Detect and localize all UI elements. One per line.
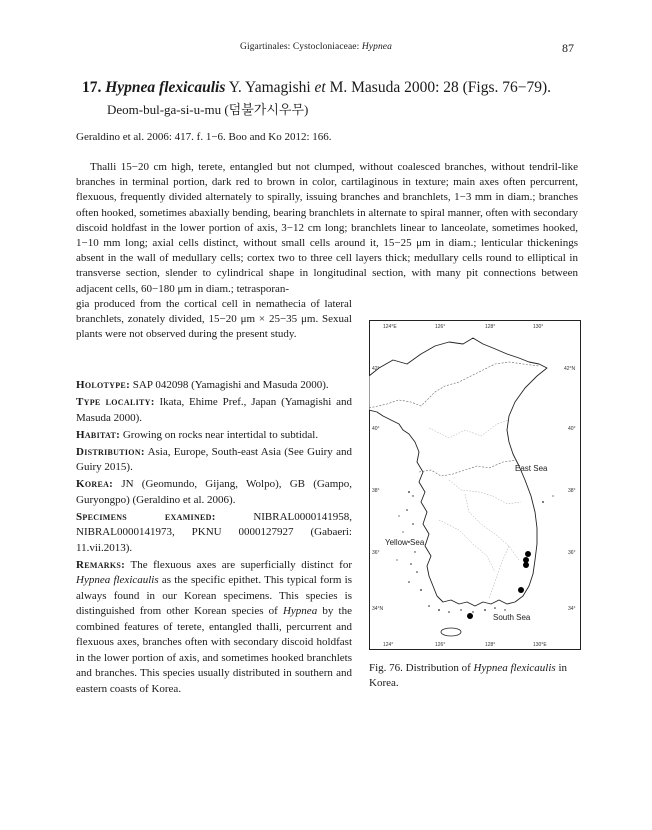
description-paragraph: Thalli 15−20 cm high, terete, entangled but not clumped, without coalesced branches, without tendril-like branches in terminal portion, dark red to brown in color, cartilaginous in texture; main axes often percurrent, flexuous, frequently divided alternately to spirally, issuing branches and branchlets, 1−3 mm in diam.; branches often hooked, sometimes abaxially bending, bearing branchlets in alternate to spiral manner, often with secondary discoid holdfast in the lower portion of axis, 3−12 cm long; branchlets linear to lanceolate, sometimes hooked, 1−10 mm long; axial cells distinct, without small cells around it, 15−25 μm in diam.; lenticular thickenings absent in the wall of medullary cells; cortex two to three cell layers thick; medullary cells round to elliptical in transverse section, slender to cylindrical shape in longitudinal section, with many pit connections between adjacent cells, 60−180 μm in diam.; tetrasporan- [76, 161, 578, 295]
species-authors-2: M. Masuda 2000: 28 (Figs. 76−79). [329, 79, 552, 96]
specimens-field [76, 510, 352, 557]
description-block [76, 160, 578, 297]
remarks-text-3: by the combined features of terete, entangled thalli, percurrent and flexuous axes, branches often with secondary discoid holdfast in the lower portion of axis, and sometimes hooked branchlets and branches. This species usually distributed in southern and eastern coasts of Korea. [76, 605, 352, 695]
marker-gampo [525, 551, 531, 557]
distribution-map [369, 320, 581, 650]
type-locality-value: Ikata, Ehime Pref., Japan (Yamagishi and Masuda 2000). [76, 396, 352, 424]
running-head-text: Gigartinales: Cystocloniaceae: [240, 42, 360, 52]
tick-top-2: 126° [435, 324, 446, 330]
tick-bottom-3: 128° [485, 642, 496, 648]
tick-bottom-1: 124° [383, 642, 394, 648]
tick-bottom-2: 126° [435, 642, 446, 648]
tick-bottom-4: 130°E [533, 642, 547, 648]
figure-caption [369, 661, 584, 691]
tick-right-5: 34° [568, 606, 576, 612]
running-head-genus: Hypnea [361, 42, 392, 52]
caption-suffix: in Korea. [369, 662, 567, 689]
description-continuation [76, 297, 352, 343]
type-locality-label: Type locality: [76, 396, 155, 408]
remarks-label: Remarks: [76, 558, 126, 571]
caption-species: Hypnea flexicaulis [473, 662, 556, 674]
page-number: 87 [562, 41, 574, 55]
marker-gijang [518, 587, 524, 593]
description-column-text: gia produced from the cortical cell in nemathecia of lateral branchlets, zonately divided, 15−20 μm × 25−35 μm. Sexual plants were not observed during the present study. [76, 298, 352, 341]
habitat-field [76, 428, 352, 444]
marker-wolpo [523, 562, 529, 568]
remarks-genus-1: Hypnea flexicaulis [76, 574, 159, 586]
distribution-field [76, 445, 352, 476]
remarks-field [76, 558, 352, 698]
south-sea-label: South Sea [493, 613, 531, 622]
references: Geraldino et al. 2006: 417. f. 1−6. Boo and Ko 2012: 166. [76, 131, 332, 143]
tick-right-4: 36° [568, 550, 576, 556]
remarks-text-1: The flexuous axes are superficially distinct for [130, 558, 352, 571]
tick-top-3: 128° [485, 324, 496, 330]
tick-left-5: 34°N [372, 606, 384, 612]
holotype-label: Holotype: [76, 379, 131, 391]
korean-name: Deom-bul-ga-si-u-mu (덤불가시우무) [107, 102, 309, 117]
species-authors-1: Y. Yamagishi [228, 79, 311, 96]
holotype-value: SAP 042098 (Yamagishi and Masuda 2000). [132, 379, 329, 391]
specimen-fields [76, 378, 352, 699]
habitat-label: Habitat: [76, 428, 121, 441]
specimens-value: NIBRAL0000141958, NIBRAL0000141973, PKNU 0000127927 (Gabaeri: 11.vii.2013). [76, 510, 353, 554]
tick-top-1: 124°E [383, 324, 397, 330]
tick-top-4: 130° [533, 324, 544, 330]
distribution-value: Asia, Europe, South-east Asia (See Guiry and Guiry 2015). [76, 445, 352, 473]
east-sea-label: East Sea [515, 464, 548, 473]
habitat-value: Growing on rocks near intertidal to subtidal. [122, 428, 319, 441]
yellow-sea-label: Yellow Sea [385, 538, 425, 547]
tick-left-2: 40° [372, 426, 380, 432]
type-locality-field [76, 395, 352, 426]
korea-label: Korea: [76, 478, 114, 490]
jeju-island [441, 628, 461, 636]
korea-value: JN (Geomundo, Gijang, Wolpo), GB (Gampo, Guryongpo) (Geraldino et al. 2006). [76, 478, 352, 506]
caption-prefix: Fig. 76. Distribution of [369, 662, 471, 674]
species-name: Hypnea flexicaulis [105, 79, 226, 96]
species-et: et [314, 79, 326, 96]
running-head [240, 42, 392, 52]
distribution-label: Distribution: [76, 445, 145, 458]
specimens-label: Specimens examined: [76, 510, 216, 523]
species-number: 17. [82, 79, 102, 96]
remarks-genus-2: Hypnea [282, 605, 318, 617]
holotype-field [76, 378, 352, 394]
species-title [82, 79, 551, 97]
remarks-text-2: as the specific epithet. This typical form is always found in our Korean specimens. This species is distinguished from other Korean species of [76, 574, 353, 617]
korea-field [76, 477, 352, 508]
tick-left-4: 36° [372, 550, 380, 556]
tick-right-2: 40° [568, 426, 576, 432]
tick-left-3: 38° [372, 488, 380, 494]
tick-right-3: 38° [568, 488, 576, 494]
tick-left-1: 42° [372, 366, 380, 372]
tick-right-1: 42°N [564, 366, 576, 372]
marker-geomundo [467, 613, 473, 619]
